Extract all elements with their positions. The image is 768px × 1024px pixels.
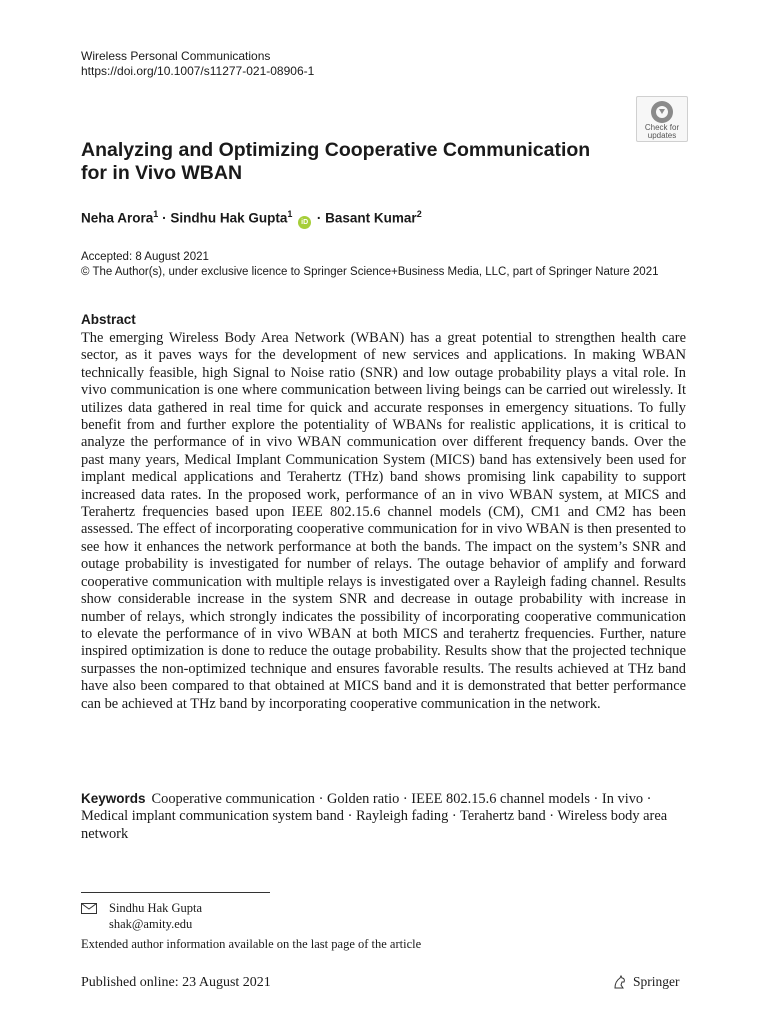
- article-meta: [81, 250, 659, 280]
- badge-line-1: Check for: [644, 123, 680, 132]
- author-affiliation: 1: [153, 209, 159, 219]
- corresponding-author: [81, 901, 202, 932]
- copyright-notice: © The Author(s), under exclusive licence to Springer Science+Business Media, LLC, part of Springer Nature 2021: [81, 266, 659, 278]
- article-title: Analyzing and Optimizing Cooperative Communication for in Vivo WBAN: [81, 139, 591, 184]
- extended-info-note: Extended author information available on the last page of the article: [81, 937, 422, 951]
- author-separator: ·: [162, 210, 167, 226]
- footnote-divider: [81, 892, 270, 893]
- abstract-body: The emerging Wireless Body Area Network (WBAN) has a great potential to strengthen health care sector, as it paves ways for the development of new services and applications. In making WBAN technically feasible, high Signal to Noise ratio (SNR) and low outage probability plays a vital role. In vivo communication is one where communication between living beings can be carried out wirelessly. It utilizes data gathered in real time for quick and accurate responses in emergency situations. To fully benefit from and further explore the potentiality of WBANs for realistic applications, it is critical to analyze the performance of in vivo WBAN communication over different frequency bands. Over the past many years, Medical Implant Communication System (MICS) band has extensively been used for implant medical applications and Terahertz (THz) band shows promising link capability to support increased data rates. In the proposed work, performance of an in vivo WBAN system, at MICS and Terahertz frequencies based upon IEEE 802.15.6 channel models (CM), CM1 and CM2 has been assessed. The effect of incorporating cooperative communication for in vivo WBAN is then presented to see how it enhances the network performance at both the bands. The impact on the system’s SNR and outage probability is investigated for number of relays. The outage behavior of amplify and forward cooperative communication with multiple relays is investigated over a Rayleigh fading channel. Results show considerable increase in the system SNR and decrease in outage probability with increase in number of relays, which strongly indicates the possibility of incorporating cooperative communication to elevate the performance of in vivo WBAN at both MICS and terahertz frequencies. Further, nature inspired optimization is done to reduce the outage probability. Results show that the projected technique surpasses the non-optimized technique and ensures favorable results. The results achieved at THz band have also been compared to that obtained at MICS band and it is demonstrated that better performance can be achieved at THz band by incorporating cooperative communication in the network.: [81, 330, 686, 712]
- check-for-updates-icon: [650, 100, 674, 124]
- doi-link[interactable]: https://doi.org/10.1007/s11277-021-08906-1: [81, 64, 315, 78]
- author-affiliation: 2: [416, 209, 422, 219]
- badge-line-2: updates: [647, 131, 677, 140]
- author-list: [81, 209, 422, 229]
- author-separator: ·: [316, 210, 322, 226]
- orcid-icon[interactable]: iD: [298, 216, 311, 229]
- keywords-label: Keywords: [81, 791, 146, 806]
- abstract-heading: Abstract: [81, 312, 136, 327]
- publisher-logo: [612, 974, 680, 990]
- published-date: Published online: 23 August 2021: [81, 975, 271, 990]
- corresponding-email[interactable]: shak@amity.edu: [109, 916, 193, 931]
- author-name[interactable]: Sindhu Hak Gupta: [170, 210, 288, 226]
- envelope-icon: [81, 903, 97, 914]
- accepted-date: Accepted: 8 August 2021: [81, 251, 209, 263]
- author-name[interactable]: Basant Kumar: [325, 210, 417, 226]
- journal-name: Wireless Personal Communications: [81, 49, 271, 63]
- keywords-list: Cooperative communication · Golden ratio · IEEE 802.15.6 channel models · In vivo · Medical implant communication system band · Rayleigh fading · Terahertz band · Wireless body area network: [81, 791, 668, 842]
- author-affiliation: 1: [287, 209, 293, 219]
- corresponding-name: Sindhu Hak Gupta: [109, 901, 203, 915]
- author-name[interactable]: Neha Arora: [81, 210, 154, 226]
- springer-horse-icon: [612, 974, 628, 990]
- journal-header: [81, 49, 314, 79]
- publisher-name: Springer: [633, 974, 680, 989]
- check-for-updates-badge[interactable]: [636, 96, 688, 142]
- keywords-section: [81, 790, 686, 843]
